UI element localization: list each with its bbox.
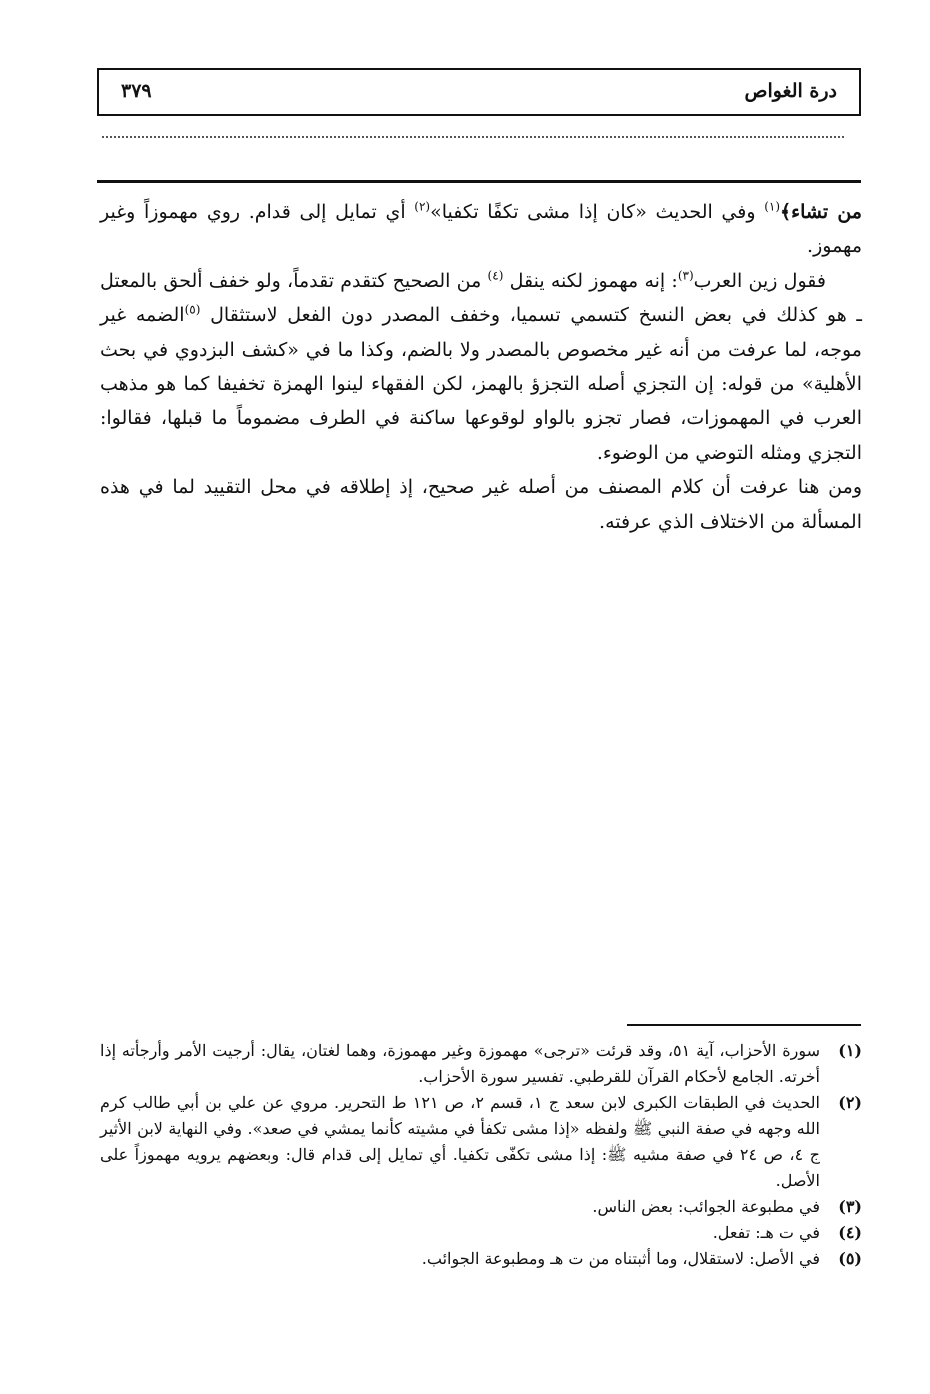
footnote-rule bbox=[627, 1024, 861, 1026]
footnote-text: في الأصل: لاستقلال، وما أثبتناه من ت هـ ومطبوعة الجوائب. bbox=[421, 1249, 820, 1268]
quran-quote-end: من تشاء﴾ bbox=[780, 201, 862, 223]
footnote-number: (٢) bbox=[838, 1093, 862, 1112]
footnote-4 bbox=[100, 1220, 862, 1246]
footnotes bbox=[100, 1038, 862, 1272]
footnote-ref-1: (١) bbox=[764, 199, 781, 214]
dotted-divider bbox=[102, 136, 844, 140]
paragraph-2-text-c: من الصحيح كتقدم تقدماً، ولو خفف ألحق بالمعتل ـ هو كذلك في بعض النسخ كتسمي تسميا، وخفف المصدر دون الفعل لاستثقال bbox=[100, 269, 862, 327]
main-text bbox=[100, 195, 862, 539]
footnote-3 bbox=[100, 1194, 862, 1220]
paragraph-2 bbox=[100, 264, 862, 470]
paragraph-1-text-b: أي تمايل إلى قدام. روي مهموزاً وغير مهموز. bbox=[100, 201, 862, 258]
footnote-number: (٤) bbox=[838, 1223, 862, 1242]
paragraph-3: ومن هنا عرفت أن كلام المصنف من أصله غير صحيح، إذ إطلاقه في محل التقييد لما في هذه المسألة من الاختلاف الذي عرفته. bbox=[100, 476, 862, 533]
footnote-text: في مطبوعة الجوائب: بعض الناس. bbox=[592, 1197, 820, 1216]
footnote-number: (٣) bbox=[838, 1197, 862, 1216]
running-title: درة الغواص bbox=[744, 80, 837, 102]
footnote-number: (١) bbox=[838, 1041, 862, 1060]
footnote-text: الحديث في الطبقات الكبرى لابن سعد ج ١، قسم ٢، ص ١٢١ ط التحرير. مروي عن علي بن أبي طالب كرم الله وجهه في صفة النبي ﷺ ولفظه «إذا مشى تكفأ في مشيته كأنما يمشي في صعد». وفي النهاية لابن الأثير ج ٤، ص ٢٤ في صفة مشيه ﷺ: إذا مشى تكفّى تكفيا. أي تمايل إلى قدام قال: وبعضهم يرويه مهموزاً على الأصل. bbox=[100, 1093, 821, 1190]
footnote-number: (٥) bbox=[838, 1249, 862, 1268]
page-number: ٣٧٩ bbox=[121, 80, 152, 102]
page-header bbox=[97, 68, 861, 116]
footnote-ref-3: (٣) bbox=[677, 268, 694, 283]
footnote-5 bbox=[100, 1246, 862, 1272]
footnote-text: في ت هـ: تفعل. bbox=[712, 1223, 820, 1242]
footnote-2 bbox=[100, 1090, 862, 1194]
paragraph-2-text-b: : إنه مهموز لكنه ينقل bbox=[503, 269, 678, 292]
footnote-1 bbox=[100, 1038, 862, 1090]
footnote-ref-4: (٤) bbox=[487, 268, 504, 283]
footnote-ref-2: (٢) bbox=[414, 199, 431, 214]
paragraph-2-text-d: الضمه غير موجه، لما عرفت من أنه غير مخصوص بالمصدر ولا بالضم، وكذا ما في «كشف البزدوي في بحث الأهلية» من قوله: إن التجزي أصله التجزؤ بالهمز، لكن الفقهاء لينوا الهمزة تخفيفا كما هو مذهب العرب في المهموزات، فصار تجزو بالواو لوقوعها ساكنة في الطرف مضموماً ما قبلها، فقالوا: التجزي ومثله التوضي من الوضوء. bbox=[100, 304, 862, 464]
paragraph-1-text-a: وفي الحديث «كان إذا مشى تكفًا تكفيا» bbox=[430, 201, 765, 223]
paragraph-1 bbox=[100, 195, 862, 264]
top-rule bbox=[97, 180, 861, 183]
footnote-text: سورة الأحزاب، آية ٥١، وقد قرئت «ترجى» مهموزة وغير مهموزة، وهما لغتان، يقال: أرجيت الأمر وأرجأته إذا أخرته. الجامع لأحكام القرآن للقرطبي. تفسير سورة الأحزاب. bbox=[100, 1041, 820, 1086]
footnote-ref-5: (٥) bbox=[184, 302, 201, 317]
paragraph-2-text-a: فقول زين العرب bbox=[693, 269, 826, 292]
